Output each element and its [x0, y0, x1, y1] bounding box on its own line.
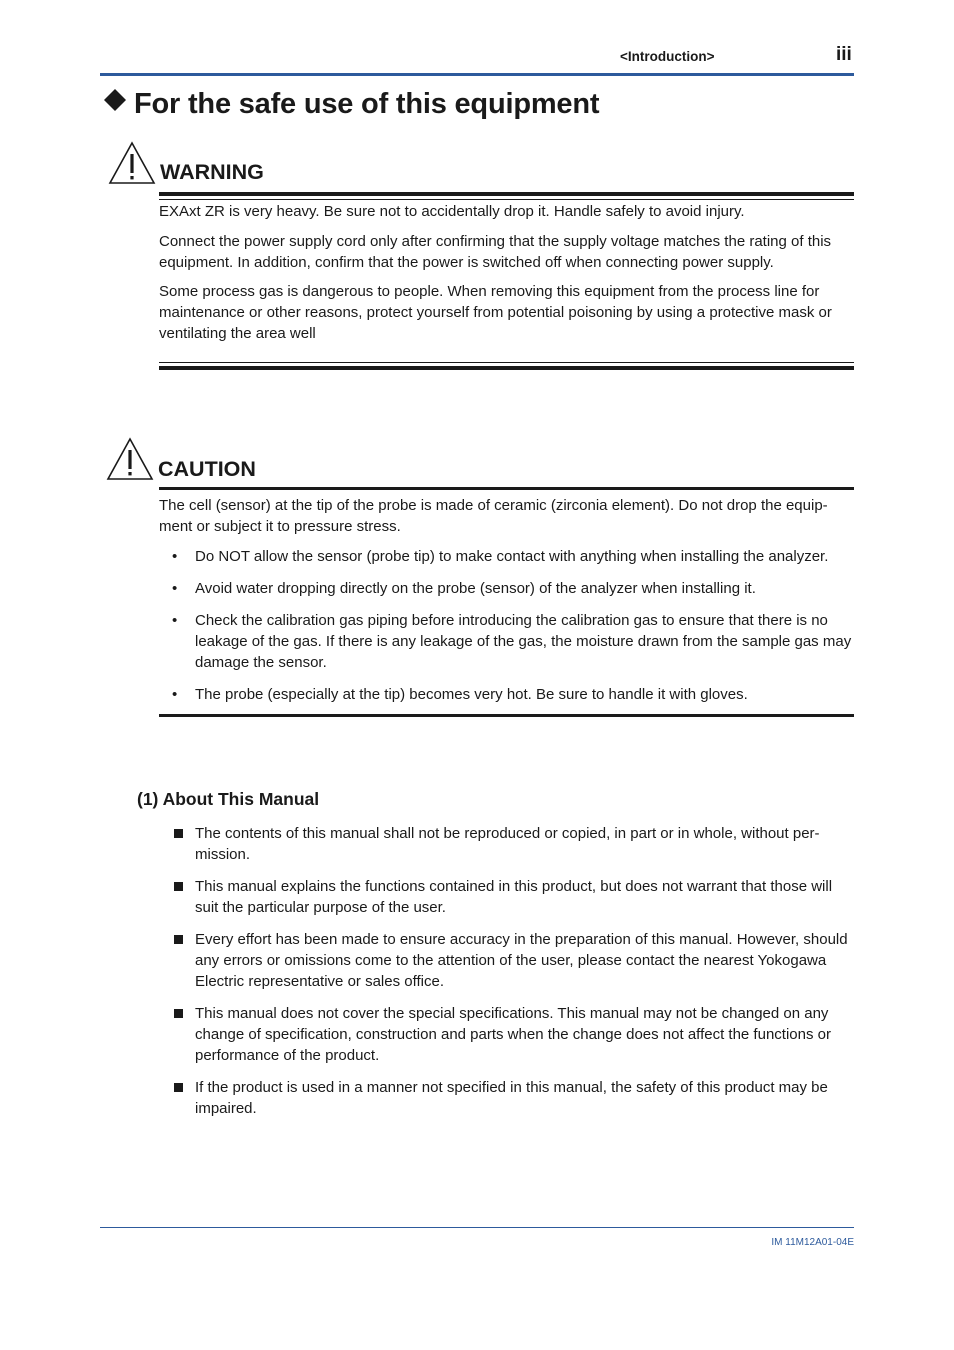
page-title-text: For the safe use of this equipment	[134, 88, 600, 120]
warning-triangle-icon	[108, 141, 156, 185]
about-manual-heading: (1) About This Manual	[137, 789, 320, 809]
page-number: iii	[836, 44, 852, 65]
caution-heading: CAUTION	[158, 457, 256, 481]
caution-intro: The cell (sensor) at the tip of the probe is made of ceramic (zirconia element). Do not drop the equip-ment or subject it to pressure stress.	[159, 497, 828, 535]
diamond-bullet-icon	[104, 86, 126, 119]
square-bullet-icon	[174, 935, 183, 944]
header-section-label: <Introduction>	[620, 49, 715, 64]
footer-document-id: IM 11M12A01-04E	[771, 1237, 854, 1248]
caution-triangle-icon	[106, 437, 154, 481]
square-bullet-icon	[174, 1083, 183, 1092]
square-bullet-icon	[174, 1009, 183, 1018]
square-bullet-icon	[174, 882, 183, 891]
warning-paragraph: EXAxt ZR is very heavy. Be sure not to accidentally drop it. Handle safely to avoid injury.	[159, 203, 745, 220]
warning-paragraph: Connect the power supply cord only after confirming that the supply voltage matches the rating of this equipment. In addition, confirm that the power is switched off when connecting power supply.	[159, 233, 832, 271]
warning-bottom-rule-thin	[159, 362, 854, 363]
bullet-dot-icon: •	[172, 686, 178, 703]
warning-paragraph: Some process gas is dangerous to people. When removing this equipment from the process line for maintenance or other reasons, protect yourself from potential poisoning by using a protective mask or ventilating the area well	[159, 283, 832, 342]
warning-top-rule	[159, 192, 854, 196]
page-title	[104, 86, 599, 121]
warning-top-rule-thin	[159, 199, 854, 200]
bullet-dot-icon: •	[172, 580, 178, 597]
square-bullet-icon	[174, 829, 183, 838]
caution-top-rule	[159, 487, 854, 490]
bullet-dot-icon: •	[172, 548, 178, 565]
bullet-dot-icon: •	[172, 612, 178, 629]
footer-rule	[100, 1227, 854, 1228]
warning-bottom-rule	[159, 366, 854, 370]
header-rule	[100, 73, 854, 76]
warning-heading: WARNING	[160, 160, 264, 184]
caution-bottom-rule	[159, 714, 854, 717]
